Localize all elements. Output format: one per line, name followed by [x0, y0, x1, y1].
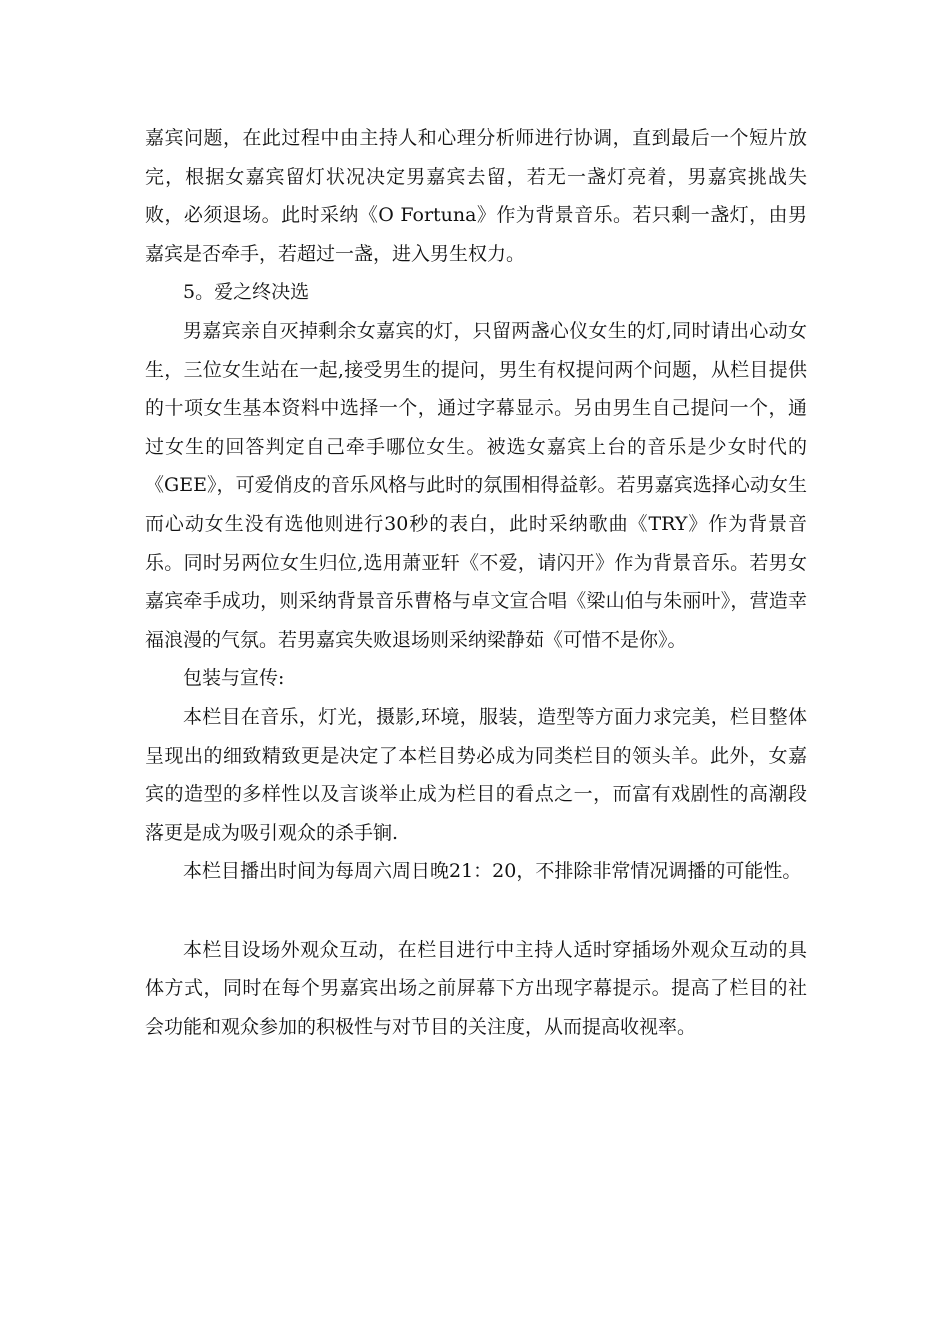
- paragraph-final-choice: 男嘉宾亲自灭掉剩余女嘉宾的灯，只留两盏心仪女生的灯,同时请出心动女生，三位女生站在一起,接受男生的提问，男生有权提问两个问题，从栏目提供的十项女生基本资料中选择一个，通过字幕显示。另由男生自己提问一个，通过女生的回答判定自己牵手哪位女生。被选女嘉宾上台的音乐是少女时代的《GEE》，可爱俏皮的音乐风格与此时的氛围相得益彰。若男嘉宾选择心动女生而心动女生没有选他则进行30秒的表白，此时采纳歌曲《TRY》作为背景音乐。同时另两位女生归位,选用萧亚轩《不爱，请闪开》作为背景音乐。若男女嘉宾牵手成功，则采纳背景音乐曹格与卓文宣合唱《梁山伯与朱丽叶》，营造幸福浪漫的气氛。若男嘉宾失败退场则采纳梁静茹《可惜不是你》。: [145, 319, 807, 651]
- paragraph-continuation: 嘉宾问题，在此过程中由主持人和心理分析师进行协调，直到最后一个短片放完，根据女嘉宾留灯状况决定男嘉宾去留，若无一盏灯亮着，男嘉宾挑战失败，必须退场。此时采纳《O Fortuna》作为背景音乐。若只剩一盏灯，由男嘉宾是否牵手，若超过一盏，进入男生权力。: [145, 127, 807, 265]
- paragraph-gap: [145, 891, 807, 931]
- section-heading-final-choice: 5。爱之终决选: [183, 281, 310, 304]
- paragraph-audience-interaction: 本栏目设场外观众互动，在栏目进行中主持人适时穿插场外观众互动的具体方式，同时在每个男嘉宾出场之前屏幕下方出现字幕提示。提高了栏目的社会功能和观众参加的积极性与对节目的关注度，从而提高收视率。: [145, 938, 807, 1039]
- document-body: [145, 119, 807, 1047]
- section-heading-packaging: 包装与宣传:: [183, 667, 285, 690]
- paragraph-broadcast-time: 本栏目播出时间为每周六周日晚21：20，不排除非常情况调播的可能性。: [183, 860, 802, 883]
- paragraph-packaging: 本栏目在音乐，灯光，摄影,环境，服装，造型等方面力求完美，栏目整体呈现出的细致精致更是决定了本栏目势必成为同类栏目的领头羊。此外，女嘉宾的造型的多样性以及言谈举止成为栏目的看点之一，而富有戏剧性的高潮段落更是成为吸引观众的杀手锏.: [145, 705, 807, 844]
